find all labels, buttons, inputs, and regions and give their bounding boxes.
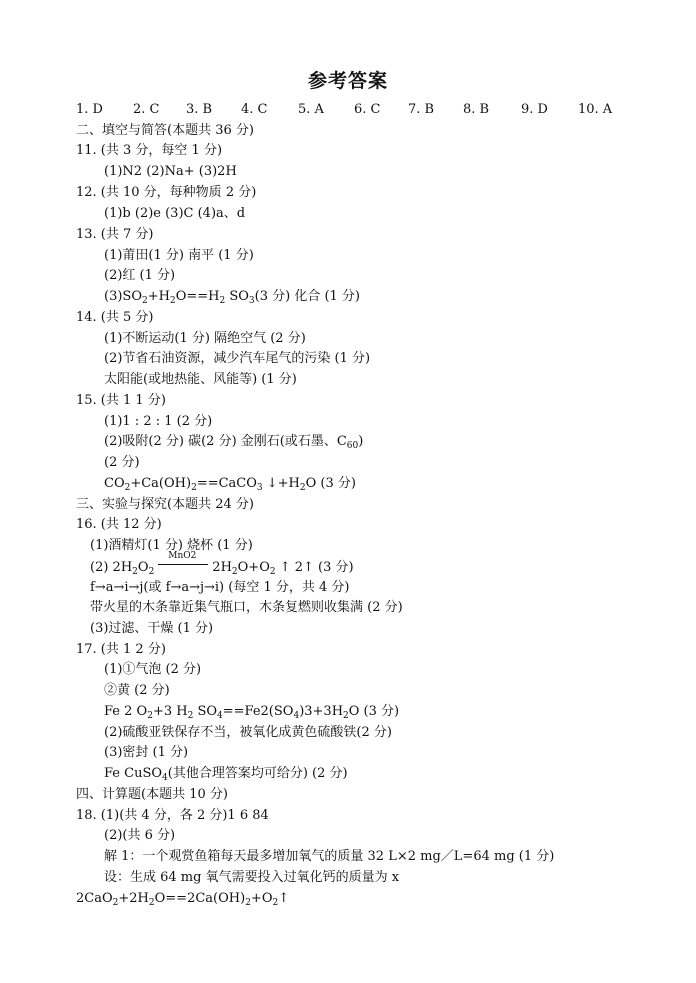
q12-answer: (1)b (2)e (3)C (4)a、d: [104, 206, 246, 221]
q16-answer-1: (1)酒精灯(1 分) 烧杯 (1 分): [90, 538, 253, 553]
q14-header: 14. (共 5 分): [76, 310, 154, 325]
q16-answer-3: 带火星的木条靠近集气瓶口，木条复燃则收集满 (2 分): [90, 600, 403, 615]
q17-answer-2: ②黄 (2 分): [104, 683, 170, 698]
q11-answer: (1)N2 (2)Na+ (3)2H: [104, 164, 237, 179]
q15-answer-1: (1)1 : 2 : 1 (2 分): [104, 414, 213, 429]
q18-header: 18. (1)(共 4 分，各 2 分)1 6 84: [76, 808, 269, 823]
q13-answer-3: $(3)SO_2+H_2O==H_2$ $SO_3(3$ 分) 化合 (1 分): [104, 289, 360, 306]
q12-header: 12. (共 10 分，每种物质 2 分): [76, 185, 257, 200]
section-heading-experiment: 三、实验与探究(本题共 24 分): [76, 497, 254, 512]
q14-answer-1: (1)不断运动(1 分) 隔绝空气 (2 分): [104, 331, 306, 346]
mcq-answer-1: 1. D: [76, 102, 103, 117]
q15-equation: $CO_2+Ca(OH)_2==CaCO_3$ $↓+H_2O$ (3 分): [104, 476, 356, 493]
q18-solution-1: 解 1：一个观赏鱼箱每天最多增加氧气的质量 32 L×2 mg／L=64 mg (1 分): [104, 849, 555, 864]
q18-equation: $2CaO_2+2H_2O==2Ca(OH)_2+O_2↑$: [76, 891, 290, 908]
mcq-answer-7: 7. B: [408, 102, 435, 117]
q14-answer-2: (2)节省石油资源，减少汽车尾气的污染 (1 分): [104, 351, 371, 366]
q17-answer-1: (1)①气泡 (2 分): [104, 662, 202, 677]
mcq-answer-6: 6. C: [354, 102, 381, 117]
q17-answer-4: (3)密封 (1 分): [104, 745, 189, 760]
catalyst-label: MnO2: [168, 551, 197, 561]
mcq-answer-3: 3. B: [186, 102, 213, 117]
q16-header: 16. (共 12 分): [76, 517, 162, 532]
section-heading-calculation: 四、计算题(本题共 10 分): [76, 787, 228, 802]
q13-answer-1: (1)莆田(1 分) 南平 (1 分): [104, 248, 254, 263]
q15-answer-3: (2 分): [104, 455, 140, 470]
q15-header: 15. (共 1 1 分): [76, 393, 166, 408]
page-title: 参考答案: [307, 70, 388, 92]
mcq-answer-9: 9. D: [521, 102, 548, 117]
mcq-answer-4: 4. C: [241, 102, 268, 117]
q14-answer-3: 太阳能(或地热能、风能等) (1 分): [104, 372, 297, 387]
catalyst-arrow: [158, 551, 208, 573]
mcq-answer-10: 10. A: [578, 102, 613, 117]
q13-answer-2: (2)红 (1 分): [104, 268, 176, 283]
q15-answer-2: (2)吸附(2 分) 碳(2 分) 金刚石(或石墨、$C_{60}$): [104, 434, 364, 451]
mcq-answer-8: 8. B: [463, 102, 490, 117]
q16-answer-4: (3)过滤、干燥 (1 分): [90, 621, 214, 636]
q13-header: 13. (共 7 分): [76, 227, 154, 242]
q17-answer-3: (2)硫酸亚铁保存不当，被氧化成黄色硫酸铁(2 分): [104, 725, 392, 740]
section-heading-fill-in: 二、填空与简答(本题共 36 分): [76, 123, 254, 138]
q17-equation: Fe 2 $O_2+3$ $H_2$ $SO_4==Fe2(SO_4)3+3H_2O$ (3 分): [104, 704, 400, 721]
q16-equation: (2) $2H_2O_2$ MnO2 $2H_2O+O_2$ ↑ 2↑ (3 分): [90, 551, 354, 577]
q17-answer-5: Fe CuSO$_4$(其他合理答案均可给分) (2 分): [104, 766, 348, 783]
q16-answer-2: f→a→i→j(或 f→a→j→i) (每空 1 分，共 4 分): [90, 580, 350, 595]
q18-solution-2: 设：生成 64 mg 氧气需要投入过氧化钙的质量为 x: [104, 870, 400, 885]
q11-header: 11. (共 3 分，每空 1 分): [76, 143, 223, 158]
q17-header: 17. (共 1 2 分): [76, 642, 166, 657]
mcq-answer-2: 2. C: [133, 102, 160, 117]
q18-part-2: (2)(共 6 分): [104, 828, 176, 843]
mcq-answer-5: 5. A: [298, 102, 324, 117]
